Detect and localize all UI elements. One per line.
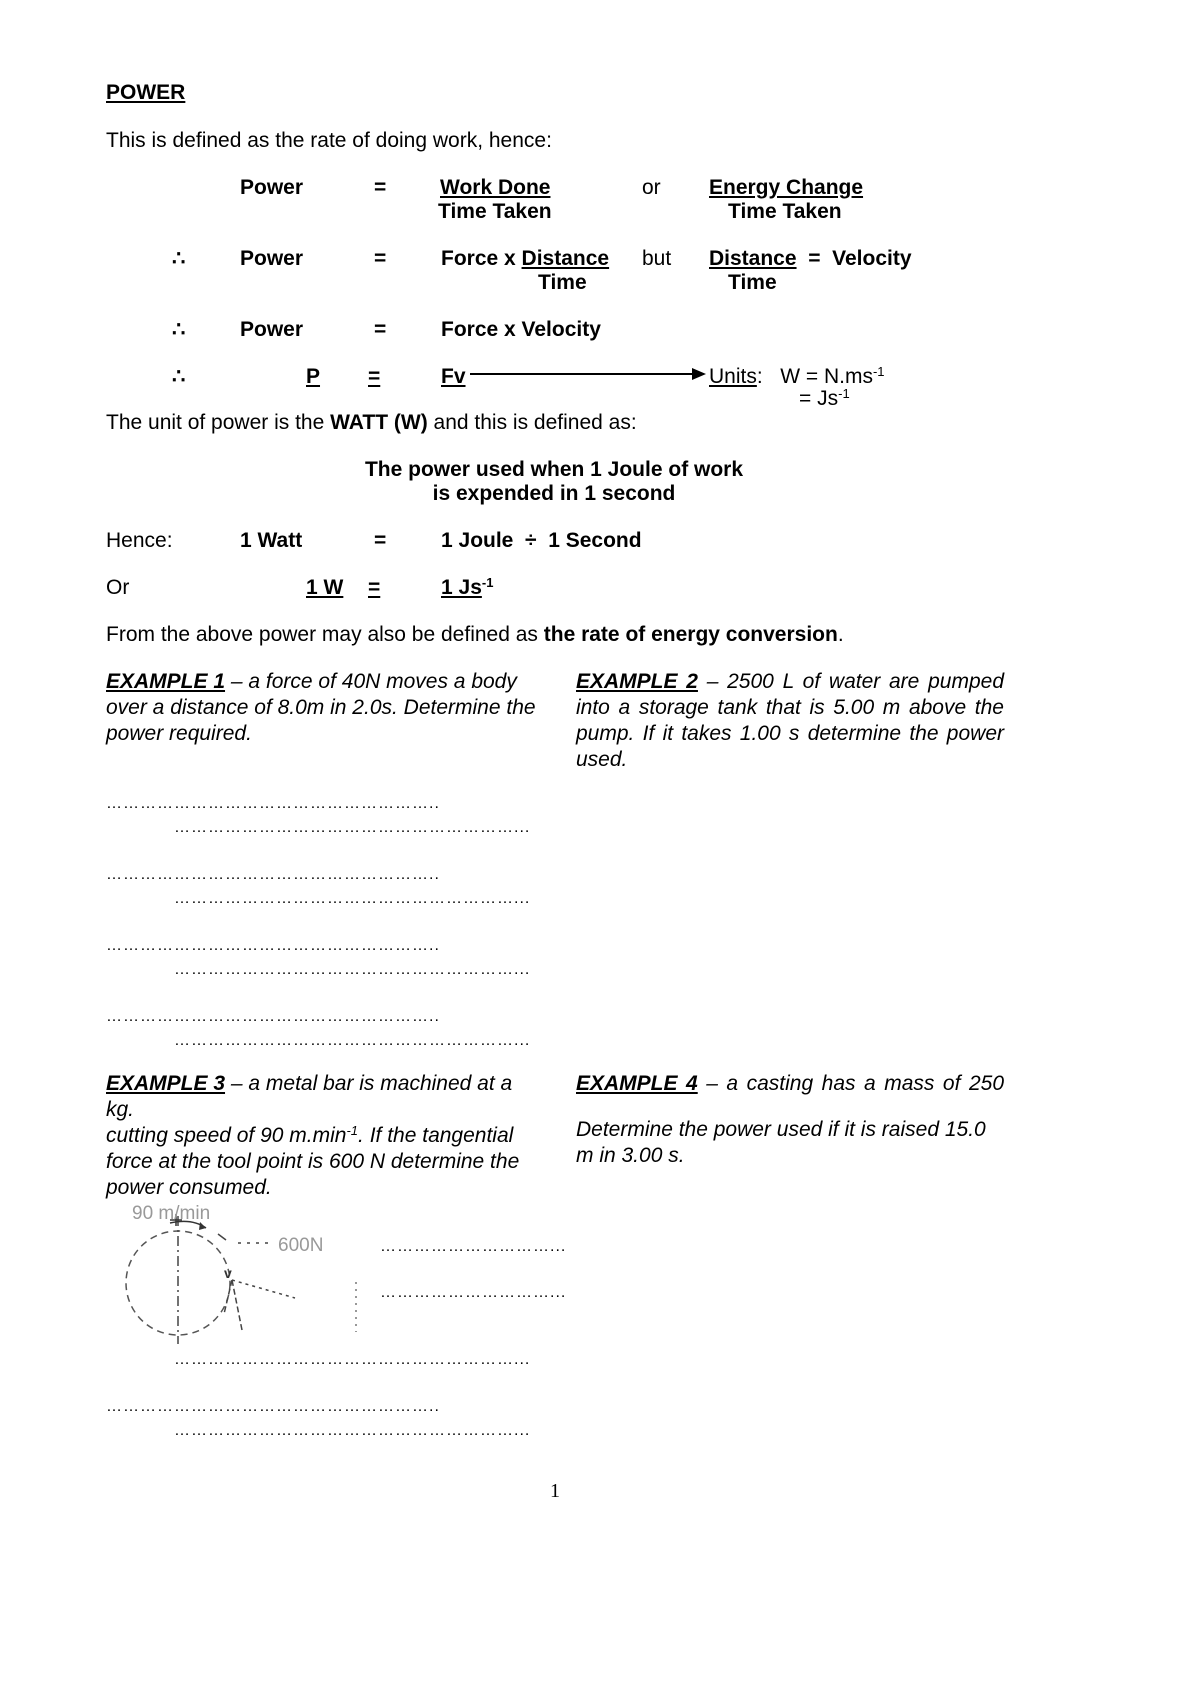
arrow-right-icon [470, 366, 710, 382]
example-3-exp: -1 [346, 1123, 359, 1138]
cutting-tool-icon [224, 1280, 295, 1330]
or-lhs: 1 W [306, 576, 344, 599]
eq3-equals: = [374, 318, 387, 341]
answer-line: ……………………………………………………... [174, 890, 531, 907]
workpiece-circle [126, 1216, 230, 1344]
eq2-numerator [441, 246, 609, 272]
machining-sketch [120, 1196, 370, 1346]
page-number: 1 [550, 1480, 560, 1502]
eq1-lhs: Power [240, 176, 304, 199]
example-4-line-1 [576, 1071, 1004, 1097]
example-4-text-b: Determine the power used if it is raised 15.0 m in 3.00 s. [576, 1118, 986, 1167]
eq1-numerator2: Energy Change [709, 176, 864, 199]
example-1-label: EXAMPLE 1 [106, 670, 226, 693]
example-2 [576, 669, 1004, 773]
watt-pre: The unit of power is the [106, 411, 331, 434]
answer-line: ……………………………………………………... [174, 819, 531, 836]
units-colon: : [756, 365, 763, 388]
force-label: 600N [278, 1235, 324, 1256]
eq3-rhs: Force x Velocity [441, 318, 601, 341]
units-exp-2: -1 [838, 386, 850, 401]
answer-line: ……………………………………………………... [174, 1422, 531, 1439]
therefore-symbol: ∴ [172, 318, 186, 341]
answer-line: …………………………... [380, 1284, 567, 1301]
eq2-rhs-equals: = [808, 247, 821, 270]
answer-line: ……………………………………………………... [174, 1032, 531, 1049]
answer-line: ………………………………………………….. [106, 937, 440, 954]
eq2-rhs-distance: Distance [709, 247, 797, 270]
units-value-1: W = N.ms [780, 365, 873, 388]
example-3 [106, 1071, 536, 1201]
example-3-text-c: cutting speed of 90 m.min [106, 1124, 347, 1147]
eq2-lhs: Power [240, 247, 304, 270]
eq1-or: or [642, 176, 661, 199]
units-exp-1: -1 [872, 364, 885, 379]
eq3-lhs: Power [240, 318, 304, 341]
example-3-text-b: kg. [106, 1098, 135, 1121]
eq2-but: but [642, 247, 672, 270]
hence-lhs: 1 Watt [240, 529, 303, 552]
force-arrow-icon [218, 1234, 270, 1243]
watt-post: and this is defined as: [427, 411, 637, 434]
answer-line: ………………………………………………….. [106, 1398, 440, 1415]
example-2-label: EXAMPLE 2 [576, 670, 698, 693]
watt-definition [106, 410, 637, 436]
energy-pre: From the above power may also be defined as [106, 623, 544, 646]
answer-line: ………………………………………………….. [106, 795, 440, 812]
eq4-equals: = [368, 365, 381, 388]
eq4-units-2 [799, 386, 850, 412]
or-rhs-exp: -1 [481, 575, 494, 590]
speed-label: 90 m/min [132, 1203, 211, 1224]
example-2-text: – 2500 L of water are pumped into a storage tank that is 5.00 m above the pump. If it takes 1.00 s determine the power used. [576, 670, 1004, 771]
energy-post: . [837, 623, 844, 646]
definition-line-1: The power used when 1 Joule of work [364, 458, 744, 481]
eq1-denominator: Time Taken [438, 200, 552, 223]
example-4-text-a: – a casting has a mass of 250 [697, 1072, 1004, 1095]
hence-label: Hence: [106, 529, 173, 552]
velocity-label: v [224, 1265, 232, 1281]
eq2-rhs [709, 246, 912, 272]
page-title: POWER [106, 81, 186, 104]
example-3-text-d: . If the tangential force at the tool point is 600 N determine the power consumed. [106, 1124, 520, 1199]
eq2-num-distance: Distance [521, 247, 610, 270]
intro-text: This is defined as the rate of doing work, hence: [106, 129, 552, 152]
example-1-text: – a force of 40N moves a body over a distance of 8.0m in 2.0s. Determine the power required. [106, 670, 536, 745]
answer-line: ……………………………………………………... [174, 1351, 531, 1368]
eq1-denominator2: Time Taken [728, 200, 842, 223]
hence-rhs: 1 Joule ÷ 1 Second [441, 529, 642, 552]
eq4-lhs: P [306, 365, 321, 388]
example-4 [576, 1071, 1004, 1169]
therefore-symbol: ∴ [172, 247, 186, 270]
eq2-rhs-velocity: Velocity [832, 247, 912, 270]
example-4-label: EXAMPLE 4 [576, 1072, 698, 1095]
eq2-equals: = [374, 247, 387, 270]
eq2-num-prefix: Force x [441, 247, 522, 270]
units-value-2: = Js [799, 387, 839, 410]
example-3-text-a: – a metal bar is machined at a [225, 1072, 513, 1095]
watt-bold: WATT (W) [330, 411, 428, 434]
answer-line: ……………………………………………………... [174, 961, 531, 978]
or-label: Or [106, 576, 130, 599]
example-1 [106, 669, 536, 747]
therefore-symbol: ∴ [172, 365, 186, 388]
eq4-rhs: Fv [441, 365, 466, 388]
or-equals: = [368, 576, 381, 599]
answer-line: ………………………………………………….. [106, 866, 440, 883]
eq2-rhs-denominator: Time [728, 271, 777, 294]
or-rhs [441, 575, 493, 601]
example-3-label: EXAMPLE 3 [106, 1072, 226, 1095]
eq1-equals: = [374, 176, 387, 199]
units-label: Units [709, 365, 757, 388]
energy-conversion-text [106, 622, 844, 648]
definition-line-2: is expended in 1 second [432, 482, 676, 505]
eq1-numerator: Work Done [440, 176, 551, 199]
energy-bold: the rate of energy conversion [543, 623, 838, 646]
hence-equals: = [374, 529, 387, 552]
answer-line: ………………………………………………….. [106, 1008, 440, 1025]
eq4-units [709, 364, 885, 390]
eq2-denominator: Time [538, 271, 587, 294]
or-rhs-value: 1 Js [441, 576, 482, 599]
answer-line: …………………………... [380, 1238, 567, 1255]
